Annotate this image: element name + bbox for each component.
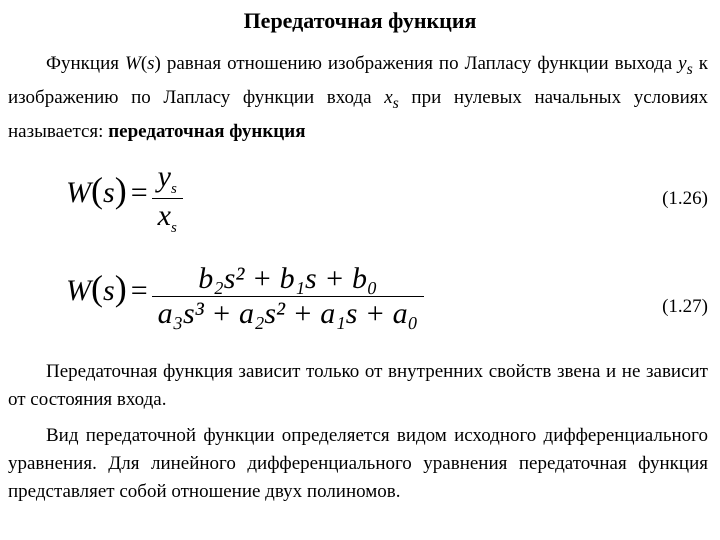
paren-open: ( <box>140 53 148 74</box>
formula-s: s <box>103 176 115 210</box>
page-title: Передаточная функция <box>243 8 477 33</box>
paragraph-polynomials <box>8 422 708 506</box>
s-symbol: s <box>147 53 155 74</box>
denominator: $x_s$ <box>157 199 177 236</box>
paren-right: ) <box>114 268 127 309</box>
paragraph-text: Передаточная функция зависит только от внутренних свойств звена и не зависит от состояния входа. <box>8 361 708 410</box>
equation-number-2: (1.27) <box>662 296 708 317</box>
paren-right: ) <box>114 170 127 211</box>
numerator: b₂s² + b₁s + b₀ <box>152 262 424 297</box>
paragraph-text: Вид передаточной функции определяется видом исходного дифференциального уравнения. Для линейного дифференциального уравнения передаточная функция представляет собой отношение двух полиномов. <box>8 425 708 502</box>
denominator: a₃s³ + a₂s² + a₁s + a₀ <box>157 297 419 330</box>
equation-number-1: (1.26) <box>662 188 708 209</box>
equals-sign: = <box>130 274 148 308</box>
w-symbol: W <box>124 53 141 74</box>
paragraph-properties <box>8 358 708 414</box>
fraction <box>152 262 424 331</box>
formula-w: W <box>66 274 91 308</box>
formula-1-26 <box>66 160 183 237</box>
formula-s: s <box>103 274 115 308</box>
text-fragment: Функция <box>46 53 125 74</box>
numerator: $y_s$ <box>152 160 183 199</box>
ys-subscript: s <box>686 60 693 78</box>
paren-left: ( <box>91 268 103 309</box>
formula-1-27 <box>66 262 424 331</box>
xs-symbol: x <box>384 86 393 108</box>
defined-term: передаточная функция <box>108 120 306 142</box>
ys-symbol: y <box>678 53 687 74</box>
text-fragment: ) равная отношению изображения по Лапласу функции выхода <box>154 53 679 74</box>
text-fragment: при нулевых начальных условиях называется: <box>8 86 708 142</box>
paren-left: ( <box>91 170 103 211</box>
formula-w: W <box>66 176 91 210</box>
text-fragment: к изображению по Лапласу функции входа <box>8 53 708 108</box>
definition-paragraph <box>8 50 708 146</box>
fraction <box>152 160 183 237</box>
xs-subscript: s <box>392 94 399 112</box>
equals-sign: = <box>130 176 148 210</box>
